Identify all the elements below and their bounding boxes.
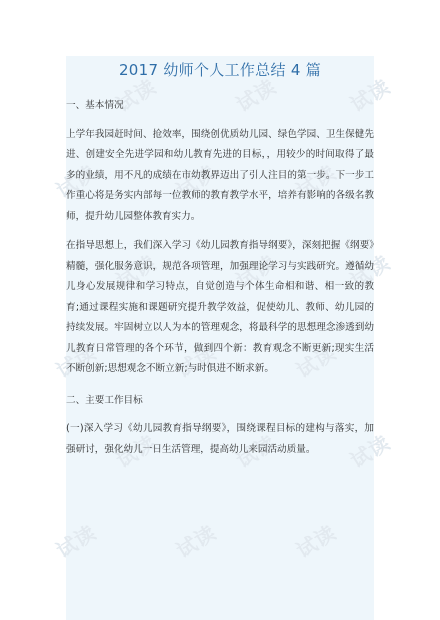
section-heading: 二、主要工作目标 — [66, 394, 143, 406]
body-paragraph: (一)深入学习《幼儿园教育指导纲要》，围绕课程目标的建构与落实，加强研讨，强化幼儿一日生活管理，提高幼儿来园活动质量。 — [66, 423, 374, 455]
document-title: 2017 幼师个人工作总结 4 篇 — [118, 61, 322, 79]
body-paragraph: 在指导思想上，我们深入学习《幼儿园教育指导纲要》，深刻把握《纲要》精髓，强化服务意识，规范各项管理，加强理论学习与实践研究。遵循幼儿身心发展规律和学习特点，自觉创造与个体生命相和谐、相一致的教育;通过课程实施和课题研究提升教学效益，促使幼儿、教师、幼儿园的持续发展。牢固树立以人为本的管理观念，将最科学的思想理念渗透到幼儿教育日常管理的各个环节，做到四个新：教育观念不断更新;现实生活不断创新;思想观念不断立新;与时俱进不断求新。 — [66, 240, 374, 374]
watermark: 试读 — [292, 340, 341, 383]
watermark: 试读 — [52, 520, 101, 563]
watermark: 试读 — [172, 160, 221, 203]
watermark: 试读 — [346, 74, 395, 117]
watermark: 试读 — [346, 430, 395, 473]
body-paragraph: 上学年我园赶时间、抢效率，围绕创优质幼儿园、绿色学园、卫生保健先进、创建安全先进学园和幼儿教育先进的目标，，用较少的时间取得了最多的业绩，用不凡的成绩在市幼教界迈出了引人注目的第一步。下一步工作重心将是务实内部每一位教师的教育教学水平，培养有影响的各级名教师，提升幼儿园整体教育实力。 — [66, 128, 374, 222]
watermark: 试读 — [52, 160, 101, 203]
watermark: 试读 — [292, 160, 341, 203]
section-heading: 一、基本情况 — [66, 100, 124, 111]
watermark: 试读 — [172, 340, 221, 383]
watermark: 试读 — [52, 340, 101, 383]
watermark: 试读 — [232, 430, 281, 473]
watermark: 试读 — [346, 250, 395, 293]
watermark: 试读 — [172, 520, 221, 563]
watermark: 试读 — [112, 74, 161, 117]
document-body — [66, 96, 374, 469]
watermark: 试读 — [112, 250, 161, 293]
watermark: 试读 — [232, 250, 281, 293]
watermark: 试读 — [112, 430, 161, 473]
watermark: 试读 — [232, 74, 281, 117]
watermark: 试读 — [292, 520, 341, 563]
